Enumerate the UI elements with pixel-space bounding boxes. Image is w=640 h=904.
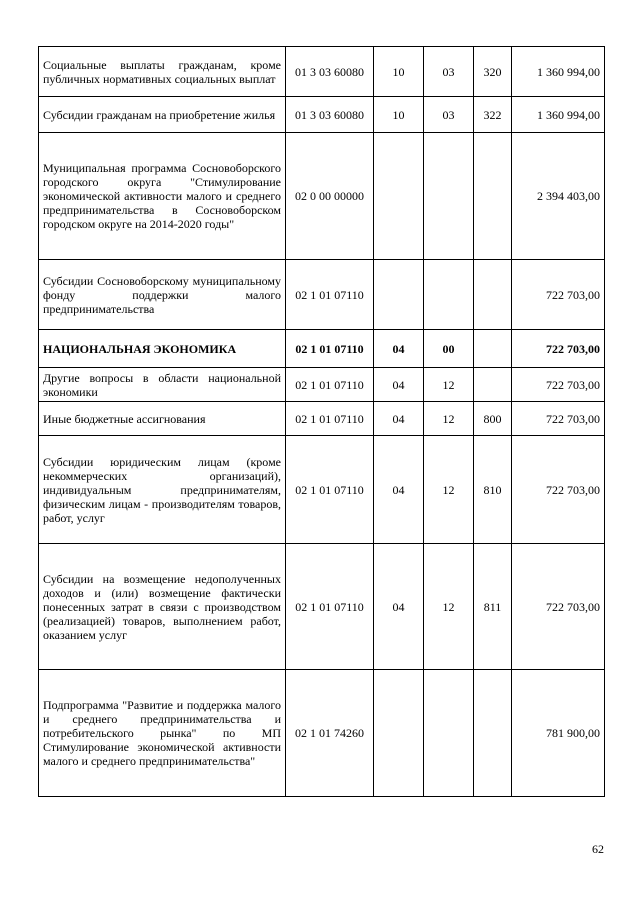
amount-cell: 722 703,00 [512, 402, 605, 436]
amount-cell: 781 900,00 [512, 670, 605, 797]
section-cell: 04 [374, 544, 424, 670]
section-cell: 04 [374, 368, 424, 402]
expense-type-cell: 800 [474, 402, 512, 436]
table-row [39, 260, 605, 330]
table-row [39, 47, 605, 97]
target-code-cell: 02 1 01 07110 [286, 402, 374, 436]
row-name-cell: Подпрограмма "Развитие и поддержка малого и среднего предпринимательства и потребительского рынка" по МП Стимулирование экономической активности малого и среднего предпринимательства" [39, 670, 286, 797]
target-code-cell: 02 1 01 07110 [286, 544, 374, 670]
target-code-cell: 02 1 01 74260 [286, 670, 374, 797]
table-row [39, 330, 605, 368]
expense-type-cell [474, 260, 512, 330]
expense-type-cell [474, 670, 512, 797]
expense-type-cell: 320 [474, 47, 512, 97]
subsection-cell: 12 [424, 402, 474, 436]
table-row [39, 544, 605, 670]
section-cell: 10 [374, 47, 424, 97]
amount-cell: 1 360 994,00 [512, 97, 605, 133]
subsection-cell: 12 [424, 368, 474, 402]
subsection-cell [424, 260, 474, 330]
row-name-cell: Иные бюджетные ассигнования [39, 402, 286, 436]
table-row [39, 133, 605, 260]
section-cell: 10 [374, 97, 424, 133]
expense-type-cell [474, 133, 512, 260]
row-name-cell: Субсидии юридическим лицам (кроме некоммерческих организаций), индивидуальным предпринимателям, физическим лицам - производителям товаров, работ, услуг [39, 436, 286, 544]
expense-type-cell [474, 368, 512, 402]
expense-type-cell [474, 330, 512, 368]
page-number: 62 [592, 842, 604, 856]
subsection-cell: 12 [424, 436, 474, 544]
row-name-cell: Другие вопросы в области национальной экономики [39, 368, 286, 402]
row-name-cell: Субсидии гражданам на приобретение жилья [39, 97, 286, 133]
budget-table [38, 46, 605, 797]
table-row [39, 368, 605, 402]
table-row [39, 97, 605, 133]
amount-cell: 722 703,00 [512, 330, 605, 368]
subsection-cell: 12 [424, 544, 474, 670]
target-code-cell: 02 1 01 07110 [286, 260, 374, 330]
target-code-cell: 02 1 01 07110 [286, 436, 374, 544]
row-name-cell: Муниципальная программа Сосновоборского городского округа "Стимулирование экономической активности малого и среднего предпринимательства в Сосновоборском городском округе на 2014-2020 годы" [39, 133, 286, 260]
row-name-cell: Социальные выплаты гражданам, кроме публичных нормативных социальных выплат [39, 47, 286, 97]
amount-cell: 722 703,00 [512, 368, 605, 402]
amount-cell: 1 360 994,00 [512, 47, 605, 97]
amount-cell: 722 703,00 [512, 436, 605, 544]
row-name-cell: Субсидии на возмещение недополученных доходов и (или) возмещение фактически понесенных затрат в связи с производством (реализацией) товаров, выполнением работ, оказанием услуг [39, 544, 286, 670]
table-row [39, 436, 605, 544]
target-code-cell: 01 3 03 60080 [286, 97, 374, 133]
subsection-cell: 03 [424, 47, 474, 97]
amount-cell: 722 703,00 [512, 260, 605, 330]
target-code-cell: 02 1 01 07110 [286, 368, 374, 402]
amount-cell: 722 703,00 [512, 544, 605, 670]
table-row [39, 670, 605, 797]
subsection-cell [424, 133, 474, 260]
expense-type-cell: 811 [474, 544, 512, 670]
section-cell [374, 133, 424, 260]
subsection-cell [424, 670, 474, 797]
row-name-cell: НАЦИОНАЛЬНАЯ ЭКОНОМИКА [39, 330, 286, 368]
target-code-cell: 02 0 00 00000 [286, 133, 374, 260]
section-cell [374, 670, 424, 797]
section-cell: 04 [374, 436, 424, 544]
subsection-cell: 00 [424, 330, 474, 368]
subsection-cell: 03 [424, 97, 474, 133]
target-code-cell: 01 3 03 60080 [286, 47, 374, 97]
section-cell: 04 [374, 330, 424, 368]
row-name-cell: Субсидии Сосновоборскому муниципальному фонду поддержки малого предпринимательства [39, 260, 286, 330]
table-row [39, 402, 605, 436]
section-cell: 04 [374, 402, 424, 436]
amount-cell: 2 394 403,00 [512, 133, 605, 260]
expense-type-cell: 810 [474, 436, 512, 544]
section-cell [374, 260, 424, 330]
target-code-cell: 02 1 01 07110 [286, 330, 374, 368]
expense-type-cell: 322 [474, 97, 512, 133]
